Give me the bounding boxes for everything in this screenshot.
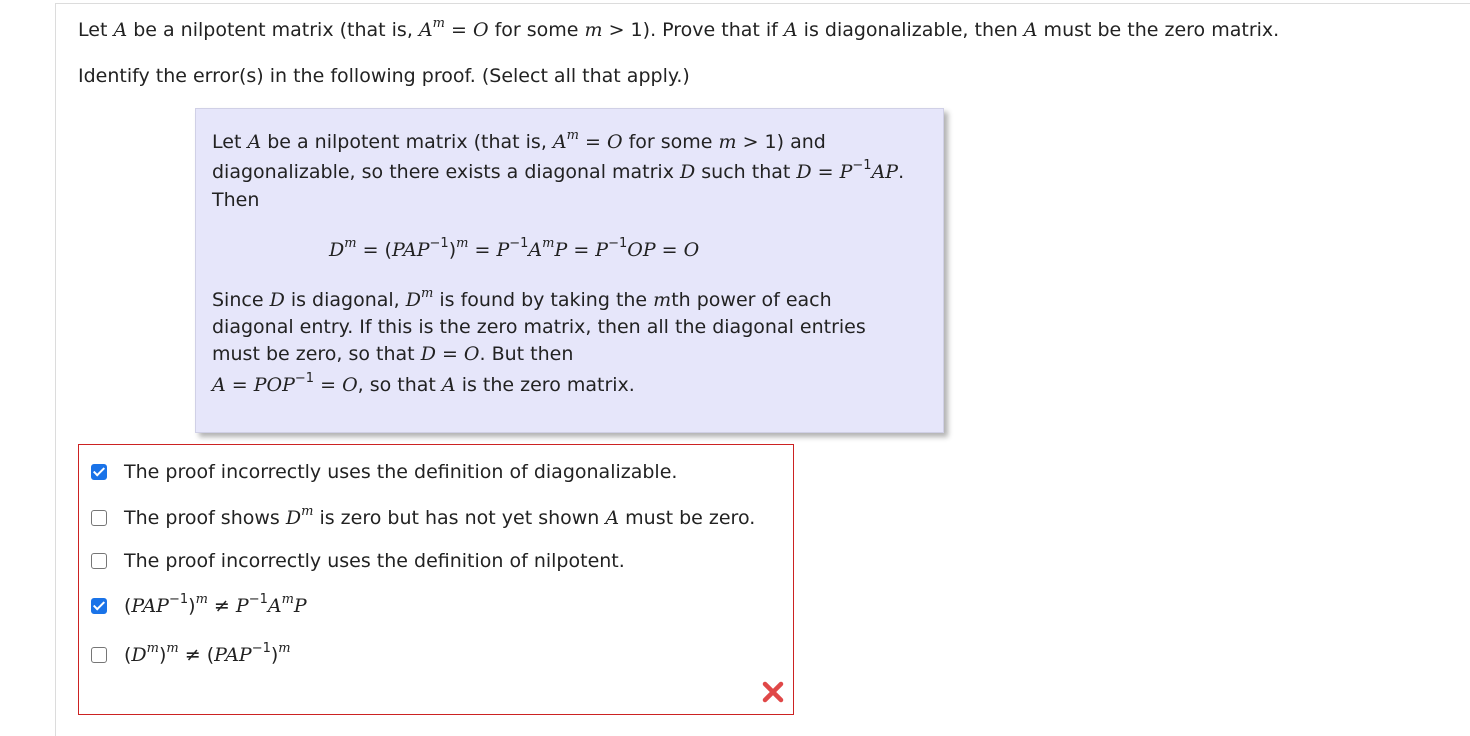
answer-choices xyxy=(78,444,794,715)
option-label: $(PAP^{-1})^m \ne P^{-1}A^mP$ xyxy=(124,592,307,617)
proof-line-7: $A = POP^{-1} = O$, so that A is the zero matrix. xyxy=(212,371,635,396)
proof-line-1: Let A be a nilpotent matrix (that is, $A^m = O$ for some m > 1) and xyxy=(212,128,826,153)
option-label: The proof shows $D^m$ is zero but has not yet shown A must be zero. xyxy=(124,504,756,529)
option-not-shown-a-zero[interactable] xyxy=(91,504,756,529)
left-divider xyxy=(55,3,56,736)
option-nilpotent[interactable] xyxy=(91,550,625,572)
proof-equation: $D^m = (PAP^{-1})^m = P^{-1}A^mP = P^{-1}OP = O$ xyxy=(329,236,700,261)
proof-line-4: Since D is diagonal, $D^m$ is found by taking the mth power of each xyxy=(212,286,832,311)
question-instruction: Identify the error(s) in the following proof. (Select all that apply.) xyxy=(78,65,690,87)
checkbox-icon[interactable] xyxy=(91,647,107,663)
checkbox-icon[interactable] xyxy=(91,598,107,614)
checkbox-icon[interactable] xyxy=(91,464,107,480)
option-label: $(D^m)^m \ne (PAP^{-1})^m$ xyxy=(124,641,291,666)
proof-line-3: Then xyxy=(212,189,260,211)
option-diagonalizable[interactable] xyxy=(91,461,677,483)
incorrect-x-icon xyxy=(761,680,785,704)
proof-line-2: diagonalizable, so there exists a diagonal matrix D such that $D = P^{-1}AP$. xyxy=(212,158,905,183)
checkbox-icon[interactable] xyxy=(91,553,107,569)
proof-line-5: diagonal entry. If this is the zero matrix, then all the diagonal entries xyxy=(212,316,866,338)
question-prompt: Let A be a nilpotent matrix (that is, $A^m = O$ for some m > 1). Prove that if A is diagonalizable, then A must be the zero matrix. xyxy=(78,16,1280,41)
option-dm-inequality[interactable] xyxy=(91,641,291,666)
option-power-inequality[interactable] xyxy=(91,592,307,617)
option-label: The proof incorrectly uses the definition of nilpotent. xyxy=(124,550,625,572)
option-label: The proof incorrectly uses the definition of diagonalizable. xyxy=(124,461,678,483)
top-divider xyxy=(55,3,1470,4)
proof-box xyxy=(195,108,944,433)
checkbox-icon[interactable] xyxy=(91,510,107,526)
proof-line-6: must be zero, so that D = O. But then xyxy=(212,343,574,365)
